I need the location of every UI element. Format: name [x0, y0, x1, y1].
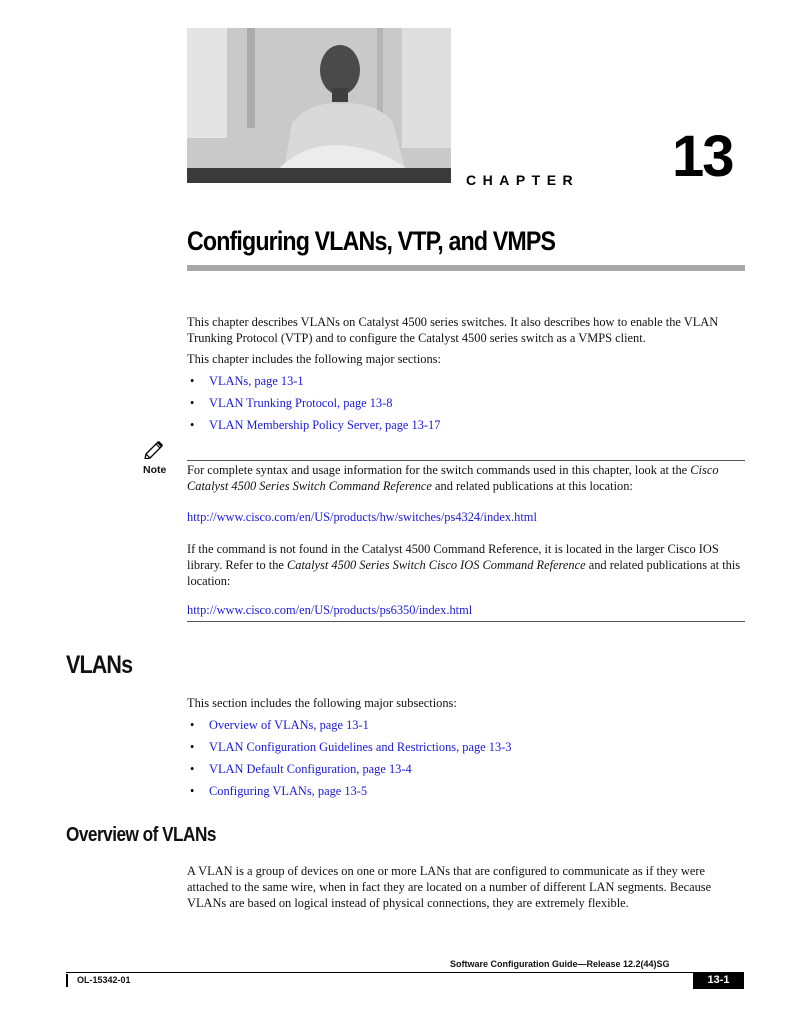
note-text: For complete syntax and usage information for the switch commands used in this chapter, look at the — [187, 463, 688, 477]
subsection-link-defaults[interactable]: VLAN Default Configuration, page 13-4 — [209, 762, 412, 776]
sections-intro: This chapter includes the following major sections: — [187, 352, 441, 366]
chapter-photo — [187, 28, 451, 183]
cisco-url-link-2[interactable]: http://www.cisco.com/en/US/products/ps6350/index.html — [187, 603, 473, 617]
section-link-vlans[interactable]: VLANs, page 13-1 — [209, 374, 304, 388]
note-label: Note — [143, 464, 167, 476]
title-rule — [187, 265, 745, 271]
section-heading-overview: Overview of VLANs — [66, 824, 216, 846]
list-item: • Overview of VLANs, page 13-1 — [190, 718, 369, 732]
footer-doc-id: OL-15342-01 — [66, 974, 131, 987]
list-item: • VLAN Configuration Guidelines and Restrictions, page 13-3 — [190, 740, 512, 754]
subsection-link-guidelines[interactable]: VLAN Configuration Guidelines and Restrictions, page 13-3 — [209, 740, 512, 754]
pencil-icon — [143, 439, 165, 464]
intro-paragraph: This chapter describes VLANs on Catalyst 4500 series switches. It also describes how to enable the VLAN Trunking Protocol (VTP) and to configure the Catalyst 4500 series switch as a VMPS client. — [187, 315, 719, 345]
note-reference-title: Catalyst 4500 Series Switch Cisco IOS Command Reference — [287, 558, 586, 572]
cisco-url-link-1[interactable]: http://www.cisco.com/en/US/products/hw/switches/ps4324/index.html — [187, 510, 537, 524]
list-item: • VLAN Trunking Protocol, page 13-8 — [190, 396, 393, 410]
chapter-number: 13 — [672, 124, 733, 189]
list-item: • VLAN Default Configuration, page 13-4 — [190, 762, 412, 776]
footer-rule — [66, 972, 744, 973]
note-bottom-rule — [187, 621, 745, 622]
sections-list — [190, 373, 440, 439]
page-title: Configuring VLANs, VTP, and VMPS — [187, 226, 556, 256]
list-item: • Configuring VLANs, page 13-5 — [190, 784, 368, 798]
note-reference-title: Cisco Catalyst 4500 Series Switch Command Reference — [187, 463, 719, 493]
section-heading-vlans: VLANs — [66, 651, 133, 679]
chapter-label: CHAPTER — [466, 172, 580, 188]
list-item: • VLANs, page 13-1 — [190, 374, 304, 388]
footer-guide-title: Software Configuration Guide—Release 12.2(44)SG — [450, 959, 670, 969]
subsection-link-overview[interactable]: Overview of VLANs, page 13-1 — [209, 718, 369, 732]
note-url-1-line — [187, 509, 747, 525]
note-paragraph-2 — [187, 541, 747, 589]
section-link-vtp[interactable]: VLAN Trunking Protocol, page 13-8 — [209, 396, 393, 410]
note-text: and related publications at this location: — [431, 479, 633, 493]
subsection-link-configuring[interactable]: Configuring VLANs, page 13-5 — [209, 784, 368, 798]
overview-paragraph: A VLAN is a group of devices on one or more LANs that are configured to communicate as if they were attached to the same wire, when in fact they are located on a number of different LAN segments. Because VLANs are based on logical instead of physical connections, they are extremely flexible. — [187, 864, 712, 910]
note-text: If the command is not found in the Catalyst 4500 Command Reference, it is located in the larger Cisco IOS library. Refer to the — [187, 542, 719, 572]
note-paragraph-1 — [187, 462, 747, 494]
section-link-vmps[interactable]: VLAN Membership Policy Server, page 13-17 — [209, 418, 441, 432]
note-url-2-line — [187, 602, 747, 618]
subsections-intro: This section includes the following major subsections: — [187, 696, 457, 710]
list-item: • VLAN Membership Policy Server, page 13-17 — [190, 418, 441, 432]
note-top-rule — [187, 460, 745, 461]
subsections-list — [190, 717, 511, 805]
footer-page-number: 13-1 — [693, 972, 744, 989]
note-text: and related publications at this location: — [187, 558, 741, 588]
